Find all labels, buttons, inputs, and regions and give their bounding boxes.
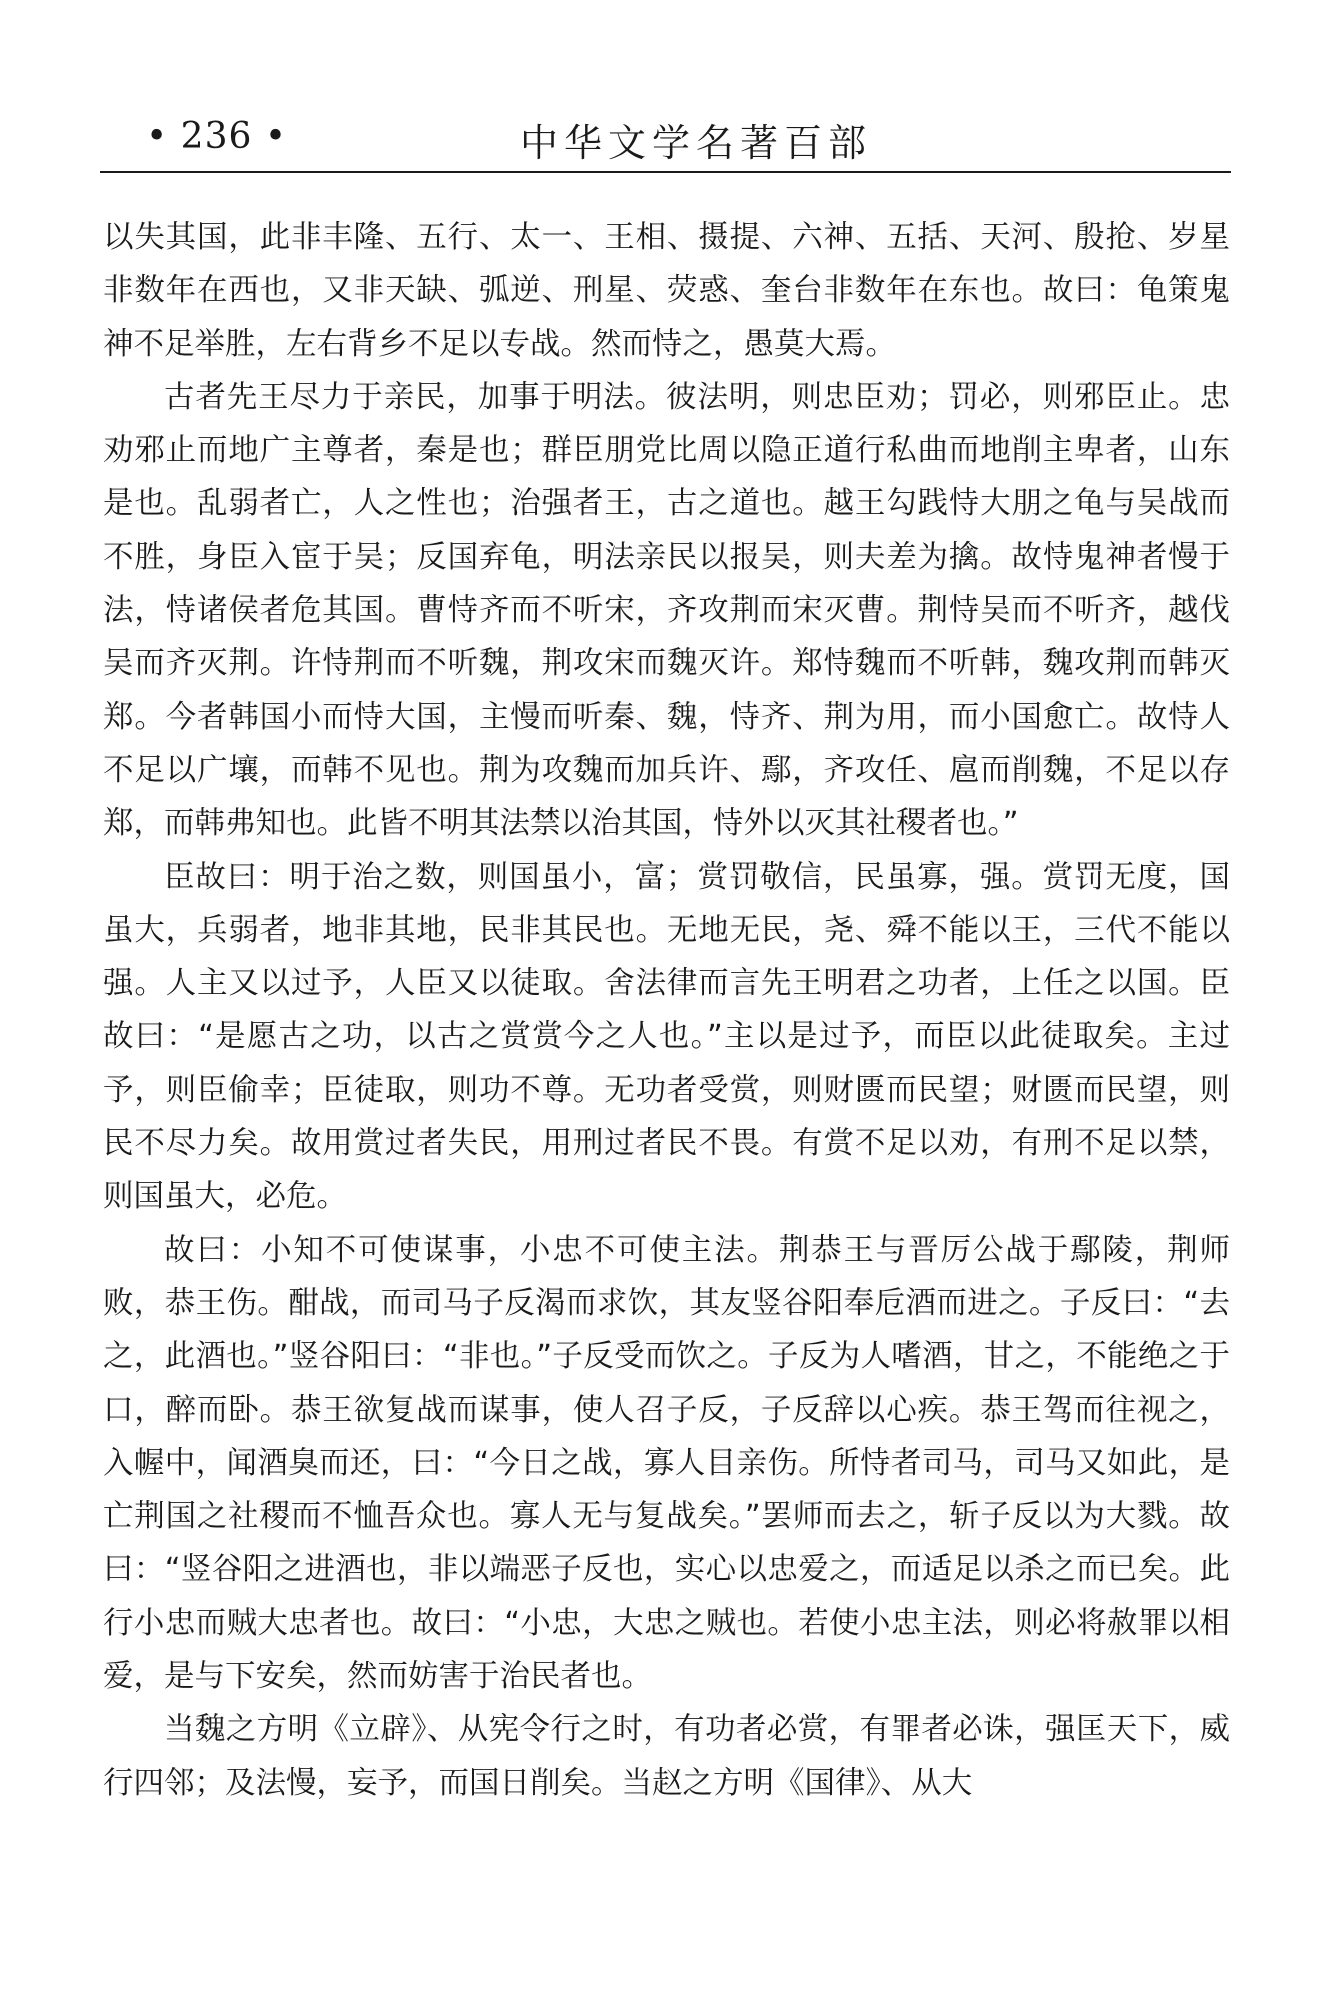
page-number: • 236 • — [146, 116, 288, 157]
body-text — [103, 211, 1230, 1810]
paragraph: 古者先王尽力于亲民，加事于明法。彼法明，则忠臣劝；罚必，则邪臣止。忠劝邪止而地广主尊者，秦是也；群臣朋党比周以隐正道行私曲而地削主卑者，山东是也。乱弱者亡，人之性也；治强者王，古之道也。越王勾践恃大朋之龟与吴战而不胜，身臣入宦于吴；反国弃龟，明法亲民以报吴，则夫差为擒。故恃鬼神者慢于法，恃诸侯者危其国。曹恃齐而不听宋，齐攻荆而宋灭曹。荆恃吴而不听齐，越伐吴而齐灭荆。许恃荆而不听魏，荆攻宋而魏灭许。郑恃魏而不听韩，魏攻荆而韩灭郑。今者韩国小而恃大国，主慢而听秦、魏，恃齐、荆为用，而小国愈亡。故恃人不足以广壤，而韩不见也。荆为攻魏而加兵许、鄢，齐攻任、扈而削魏，不足以存郑，而韩弗知也。此皆不明其法禁以治其国，恃外以灭其社稷者也。” — [103, 379, 1230, 842]
header-divider — [100, 171, 1231, 173]
paragraph: 当魏之方明《立辟》、从宪令行之时，有功者必赏，有罪者必诛，强匡天下，威行四邻；及法慢，妄予，而国日削矣。当赵之方明《国律》、从大 — [103, 1712, 1230, 1801]
book-title: 中华文学名著百部 — [520, 121, 873, 165]
paragraph: 故曰：小知不可使谋事，小忠不可使主法。荆恭王与晋厉公战于鄢陵，荆师败，恭王伤。酣战，而司马子反渴而求饮，其友竖谷阳奉卮酒而进之。子反曰：“去之，此酒也。”竖谷阳曰：“非也。”子反受而饮之。子反为人嗜酒，甘之，不能绝之于口，醉而卧。恭王欲复战而谋事，使人召子反，子反辞以心疾。恭王驾而往视之，入幄中，闻酒臭而还，曰：“今日之战，寡人目亲伤。所恃者司马，司马又如此，是亡荆国之社稷而不恤吾众也。寡人无与复战矣。”罢师而去之，斩子反以为大戮。故曰：“竖谷阳之进酒也，非以端恶子反也，实心以忠爱之，而适足以杀之而已矣。此行小忠而贼大忠者也。故曰：“小忠，大忠之贼也。若使小忠主法，则必将赦罪以相爱，是与下安矣，然而妨害于治民者也。 — [103, 1232, 1230, 1695]
page-header — [100, 108, 1228, 168]
paragraph: 臣故曰：明于治之数，则国虽小，富；赏罚敬信，民虽寡，强。赏罚无度，国虽大，兵弱者，地非其地，民非其民也。无地无民，尧、舜不能以王，三代不能以强。人主又以过予，人臣又以徒取。舍法律而言先王明君之功者，上任之以国。臣故曰：“是愿古之功，以古之赏赏今之人也。”主以是过予，而臣以此徒取矣。主过予，则臣偷幸；臣徒取，则功不尊。无功者受赏，则财匮而民望；财匮而民望，则民不尽力矣。故用赏过者失民，用刑过者民不畏。有赏不足以劝，有刑不足以禁，则国虽大，必危。 — [103, 859, 1230, 1215]
paragraph: 以失其国，此非丰隆、五行、太一、王相、摄提、六神、五括、天河、殷抢、岁星非数年在西也，又非天缺、弧逆、刑星、荧惑、奎台非数年在东也。故曰：龟策鬼神不足举胜，左右背乡不足以专战。然而恃之，愚莫大焉。 — [103, 220, 1230, 362]
